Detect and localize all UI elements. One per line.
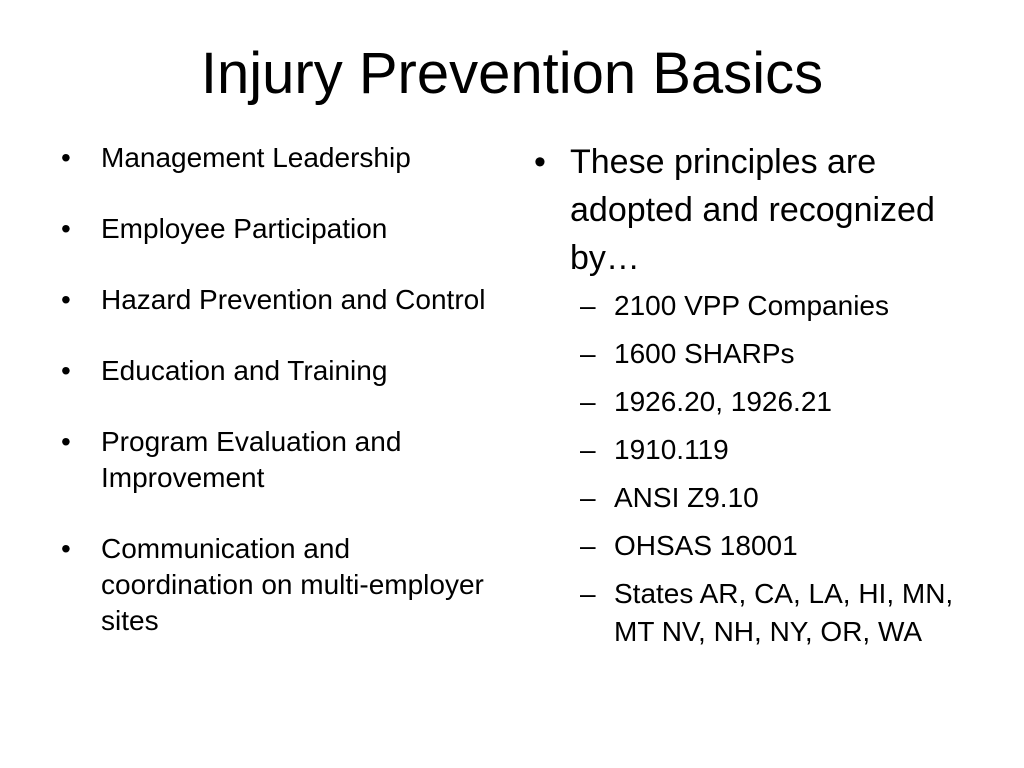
sub-bullet-item [580, 383, 972, 421]
right-column [532, 140, 972, 661]
sub-bullet-text: ANSI Z9.10 [614, 482, 759, 513]
bullet-text: Communication and coordination on multi-employer sites [101, 533, 484, 636]
dash-icon: – [580, 386, 596, 417]
bullet-text: Employee Participation [101, 213, 388, 244]
bullet-item [60, 424, 500, 496]
sub-bullet-item [580, 431, 972, 469]
bullet-item [60, 282, 500, 318]
sub-bullet-item [580, 287, 972, 325]
dash-icon: – [580, 482, 596, 513]
sub-bullet-list [580, 287, 972, 651]
dash-icon: – [580, 578, 596, 609]
bullet-icon: • [61, 355, 71, 386]
bullet-icon: • [61, 426, 71, 457]
bullet-icon: • [61, 142, 71, 173]
main-bullet [532, 138, 972, 282]
left-bullet-list [60, 140, 500, 639]
bullet-text: Hazard Prevention and Control [101, 284, 486, 315]
sub-bullet-item [580, 335, 972, 373]
sub-bullet-text: States AR, CA, LA, HI, MN, MT NV, NH, NY, OR, WA [614, 578, 954, 647]
bullet-text: Management Leadership [101, 142, 411, 173]
bullet-text: Education and Training [101, 355, 388, 386]
sub-bullet-item [580, 527, 972, 565]
main-bullet-text: These principles are adopted and recognized by… [570, 143, 935, 277]
bullet-text: Program Evaluation and Improvement [101, 426, 402, 493]
sub-bullet-text: 1910.119 [614, 434, 729, 465]
sub-bullet-item [580, 479, 972, 517]
slide-title: Injury Prevention Basics [200, 41, 824, 106]
bullet-icon: • [534, 143, 546, 181]
sub-bullet-text: 2100 VPP Companies [614, 290, 889, 321]
dash-icon: – [580, 530, 596, 561]
bullet-item [60, 353, 500, 389]
sub-bullet-item [580, 575, 972, 651]
bullet-icon: • [61, 533, 71, 564]
bullet-item [60, 531, 500, 639]
bullet-icon: • [61, 284, 71, 315]
bullet-icon: • [61, 213, 71, 244]
sub-bullet-text: 1926.20, 1926.21 [614, 386, 832, 417]
sub-bullet-text: 1600 SHARPs [614, 338, 795, 369]
left-column [60, 140, 500, 674]
dash-icon: – [580, 338, 596, 369]
bullet-item [60, 140, 500, 176]
dash-icon: – [580, 290, 596, 321]
bullet-item [60, 211, 500, 247]
dash-icon: – [580, 434, 596, 465]
sub-bullet-text: OHSAS 18001 [614, 530, 798, 561]
